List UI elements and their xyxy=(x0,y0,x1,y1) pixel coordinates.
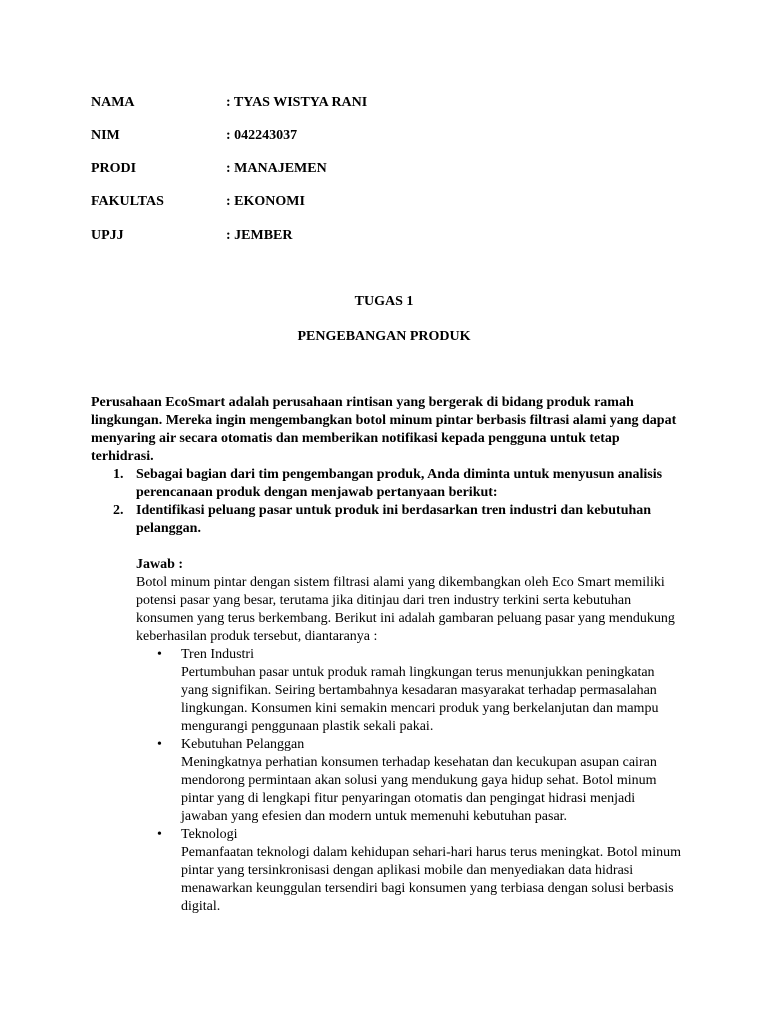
bullet-item-teknologi xyxy=(136,826,681,916)
document-title: TUGAS 1 xyxy=(354,294,414,309)
bullet-heading: Tren Industri xyxy=(181,647,254,662)
identity-row-upjj xyxy=(91,227,293,245)
bullet-icon: • xyxy=(157,737,162,752)
identity-label: PRODI xyxy=(91,161,137,176)
bullet-list xyxy=(136,646,681,916)
intro-paragraph: Perusahaan EcoSmart adalah perusahaan rintisan yang bergerak di bidang produk ramah lingkungan. Mereka ingin mengembangkan botol minum pintar berbasis filtrasi alami yang dapat menyaring air secara otomatis dan memberikan notifikasi kepada pengguna untuk tetap terhidrasi. xyxy=(91,395,677,464)
bullet-icon: • xyxy=(157,647,162,662)
identity-value: : MANAJEMEN xyxy=(226,161,327,176)
bullet-heading: Teknologi xyxy=(181,827,238,842)
question-number: 1. xyxy=(113,467,124,482)
identity-label: NIM xyxy=(91,128,120,143)
identity-value: : JEMBER xyxy=(226,228,293,243)
identity-value: : TYAS WISTYA RANI xyxy=(226,95,368,110)
identity-row-fakultas xyxy=(91,193,305,211)
document-subtitle: PENGEBANGAN PRODUK xyxy=(297,329,471,344)
question-text: Sebagai bagian dari tim pengembangan produk, Anda diminta untuk menyusun analisis perencanaan produk dengan menjawab pertanyaan berikut: xyxy=(136,467,663,500)
identity-row-nama xyxy=(91,94,367,112)
identity-label: UPJJ xyxy=(91,228,124,243)
bullet-item-kebutuhan-pelanggan xyxy=(136,736,681,826)
bullet-text: Pertumbuhan pasar untuk produk ramah lingkungan terus menunjukkan peningkatan yang signifikan. Seiring bertambahnya kesadaran masyarakat terhadap permasalahan lingkungan. Konsumen kini semakin mencari produk yang berkelanjutan dan mampu mengurangi penggunaan plastik sekali pakai. xyxy=(181,665,659,734)
bullet-icon: • xyxy=(157,827,162,842)
identity-row-prodi xyxy=(91,160,327,178)
answer-section xyxy=(136,556,681,916)
question-number: 2. xyxy=(113,503,124,518)
identity-label: FAKULTAS xyxy=(91,194,164,209)
question-item xyxy=(91,466,681,502)
identity-value: : EKONOMI xyxy=(226,194,305,209)
question-list xyxy=(91,466,681,538)
identity-value: : 042243037 xyxy=(226,128,298,143)
identity-label: NAMA xyxy=(91,95,135,110)
bullet-text: Pemanfaatan teknologi dalam kehidupan sehari-hari harus terus meningkat. Botol minum pintar yang tersinkronisasi dengan aplikasi mobile dan menyediakan data hidrasi menawarkan keunggulan tersendiri bagi konsumen yang terbiasa dengan solusi berbasis digital. xyxy=(181,845,681,914)
identity-row-nim xyxy=(91,127,297,145)
question-item xyxy=(91,502,681,538)
bullet-heading: Kebutuhan Pelanggan xyxy=(181,737,305,752)
question-text: Identifikasi peluang pasar untuk produk ini berdasarkan tren industri dan kebutuhan pelanggan. xyxy=(136,503,652,536)
bullet-item-tren-industri xyxy=(136,646,681,736)
answer-label: Jawab : xyxy=(136,557,184,572)
bullet-text: Meningkatnya perhatian konsumen terhadap kesehatan dan kecukupan asupan cairan mendorong permintaan akan solusi yang mendukung gaya hidup sehat. Botol minum pintar yang di lengkapi fitur penyaringan otomatis dan pengingat hidrasi menjadi jawaban yang efesien dan modern untuk memenuhi kebutuhan pasar. xyxy=(181,755,657,824)
answer-paragraph: Botol minum pintar dengan sistem filtrasi alami yang dikembangkan oleh Eco Smart memiliki potensi pasar yang besar, terutama jika ditinjau dari tren industry terkini serta kebutuhan konsumen yang terus berkembang. Berikut ini adalah gambaran peluang pasar yang mendukung keberhasilan produk tersebut, diantaranya : xyxy=(136,575,675,644)
